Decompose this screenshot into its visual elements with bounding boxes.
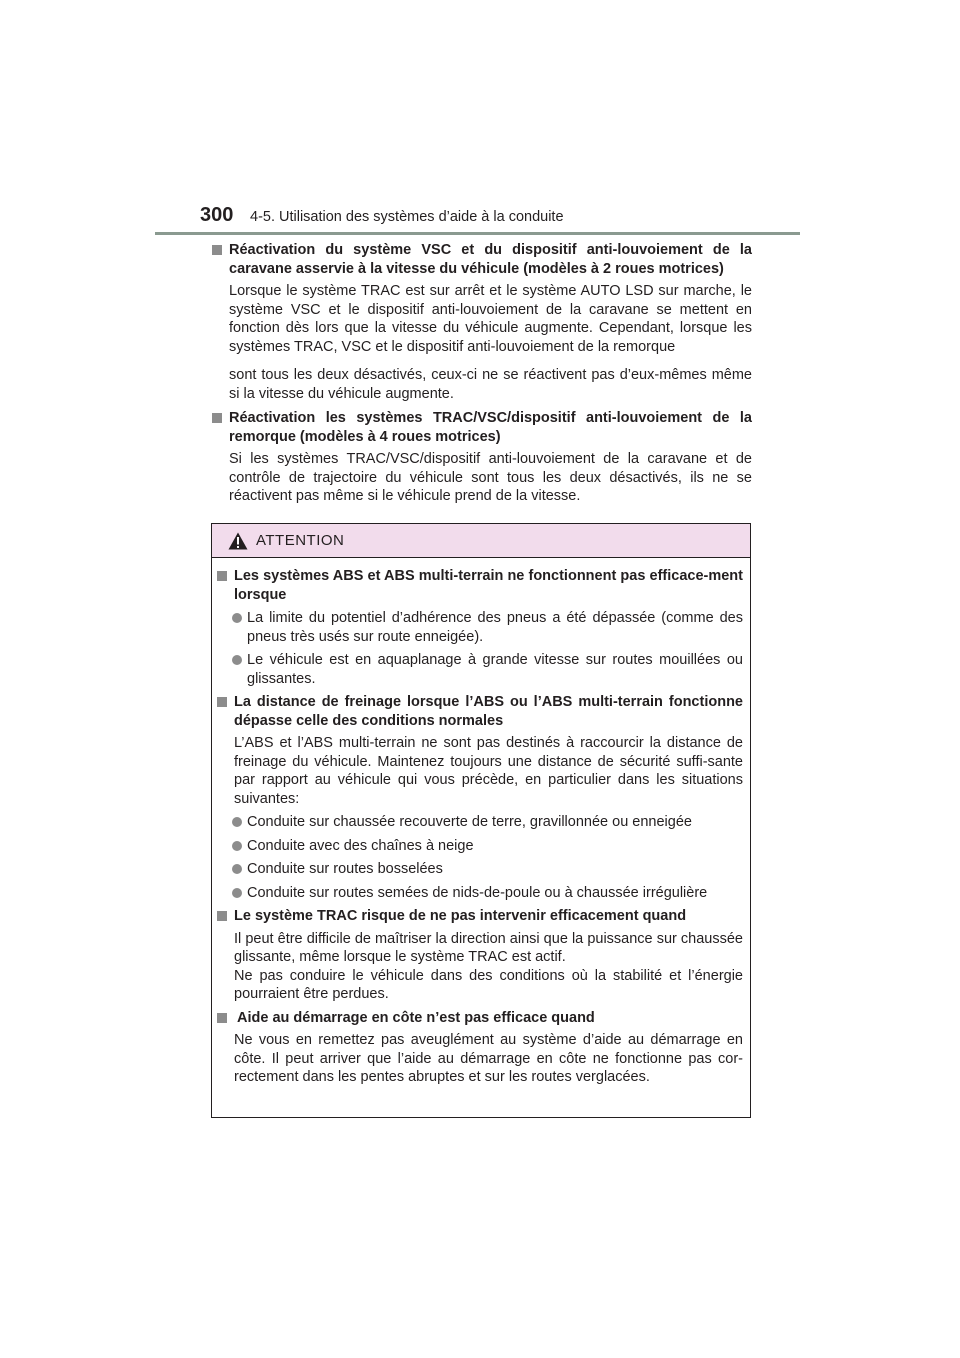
section-title: 4-5. Utilisation des systèmes d’aide à la conduite: [250, 209, 564, 225]
warning-item-text: L’ABS et l’ABS multi-terrain ne sont pas destinés à raccourcir la distance de freinage du véhicule. Maintenez toujours une distance de sécurité suffi-sante par rapport au véhicule qui vous précède, en particulier dans les situations suivantes:: [234, 735, 743, 807]
bullet-item: Conduite avec des chaînes à neige: [217, 837, 743, 856]
warning-item: [217, 1009, 743, 1087]
circle-bullet-icon: [232, 613, 242, 623]
section-item: [212, 241, 752, 403]
page-number: 300: [200, 204, 234, 226]
item-paragraph: Lorsque le système TRAC est sur arrêt et le système AUTO LSD sur marche, le système VSC et le dispositif anti-louvoiement de la caravane se mettent en fonction dès lors que la vitesse du véhicule augmente. Cependant, lorsque les systèmes TRAC, VSC et le dispositif anti-louvoiement de la remorque: [229, 283, 752, 355]
warning-item-text: Ne pas conduire le véhicule dans des conditions où la stabilité et l’énergie pourraient être perdues.: [234, 967, 743, 1002]
warning-body: [212, 558, 750, 1087]
item-heading: Réactivation les systèmes TRAC/VSC/dispositif anti-louvoiement de la remorque (modèles à 4 roues motrices): [229, 410, 752, 445]
warning-item-text: Il peut être difficile de maîtriser la direction ainsi que la puissance sur chaussée glissante, même lorsque le système TRAC est actif.: [234, 930, 743, 965]
circle-bullet-icon: [232, 888, 242, 898]
header-rule: [155, 232, 800, 235]
circle-bullet-icon: [232, 817, 242, 827]
bullet-item: Le véhicule est en aquaplanage à grande vitesse sur routes mouillées ou glissantes.: [217, 651, 743, 688]
bullet-item: Conduite sur routes bosselées: [217, 860, 743, 879]
warning-item: [217, 693, 743, 902]
square-bullet-icon: [217, 1013, 227, 1023]
square-bullet-icon: [212, 413, 222, 423]
warning-item-heading: La distance de freinage lorsque l’ABS ou l’ABS multi-terrain fonctionne dépasse celle des conditions normales: [234, 694, 743, 729]
warning-header: [212, 524, 750, 558]
item-paragraph: Si les systèmes TRAC/VSC/dispositif anti-louvoiement de la caravane et de contrôle de trajectoire du véhicule sont tous les deux désactivés, ils ne se réactivent pas même si le véhicule prend de la vitesse.: [229, 451, 752, 504]
bullet-item: La limite du potentiel d’adhérence des pneus a été dépassée (comme des pneus très usés sur route enneigée).: [217, 609, 743, 646]
bullet-item: Conduite sur chaussée recouverte de terre, gravillonnée ou enneigée: [217, 813, 743, 832]
circle-bullet-icon: [232, 655, 242, 665]
square-bullet-icon: [212, 245, 222, 255]
circle-bullet-icon: [232, 864, 242, 874]
item-paragraph: sont tous les deux désactivés, ceux-ci ne se réactivent pas d’eux-mêmes même si la vitesse du véhicule augmente.: [229, 367, 752, 402]
section-item: [212, 409, 752, 506]
warning-item: [217, 907, 743, 1004]
item-heading: Réactivation du système VSC et du dispositif anti-louvoiement de la caravane asservie à la vitesse du véhicule (modèles à 2 roues motrices): [229, 242, 752, 277]
warning-item-heading: Aide au démarrage en côte n’est pas efficace quand: [237, 1009, 595, 1026]
warning-item-heading: Le système TRAC risque de ne pas intervenir efficacement quand: [234, 908, 687, 924]
main-content: [212, 241, 752, 512]
warning-item: [217, 567, 743, 688]
circle-bullet-icon: [232, 841, 242, 851]
warning-triangle-icon: [228, 532, 248, 550]
warning-item-heading: Les systèmes ABS et ABS multi-terrain ne fonctionnent pas efficace-ment lorsque: [234, 568, 743, 603]
square-bullet-icon: [217, 571, 227, 581]
warning-box: [211, 523, 751, 1118]
warning-title: ATTENTION: [256, 532, 345, 549]
warning-item-text: Ne vous en remettez pas aveuglément au système d’aide au démarrage en côte. Il peut arriver que l’aide au démarrage en côte ne fonctionne pas cor-rectement dans les pentes abruptes et sur les routes verglacées.: [234, 1032, 743, 1085]
square-bullet-icon: [217, 911, 227, 921]
square-bullet-icon: [217, 697, 227, 707]
bullet-item: Conduite sur routes semées de nids-de-poule ou à chaussée irrégulière: [217, 884, 743, 903]
